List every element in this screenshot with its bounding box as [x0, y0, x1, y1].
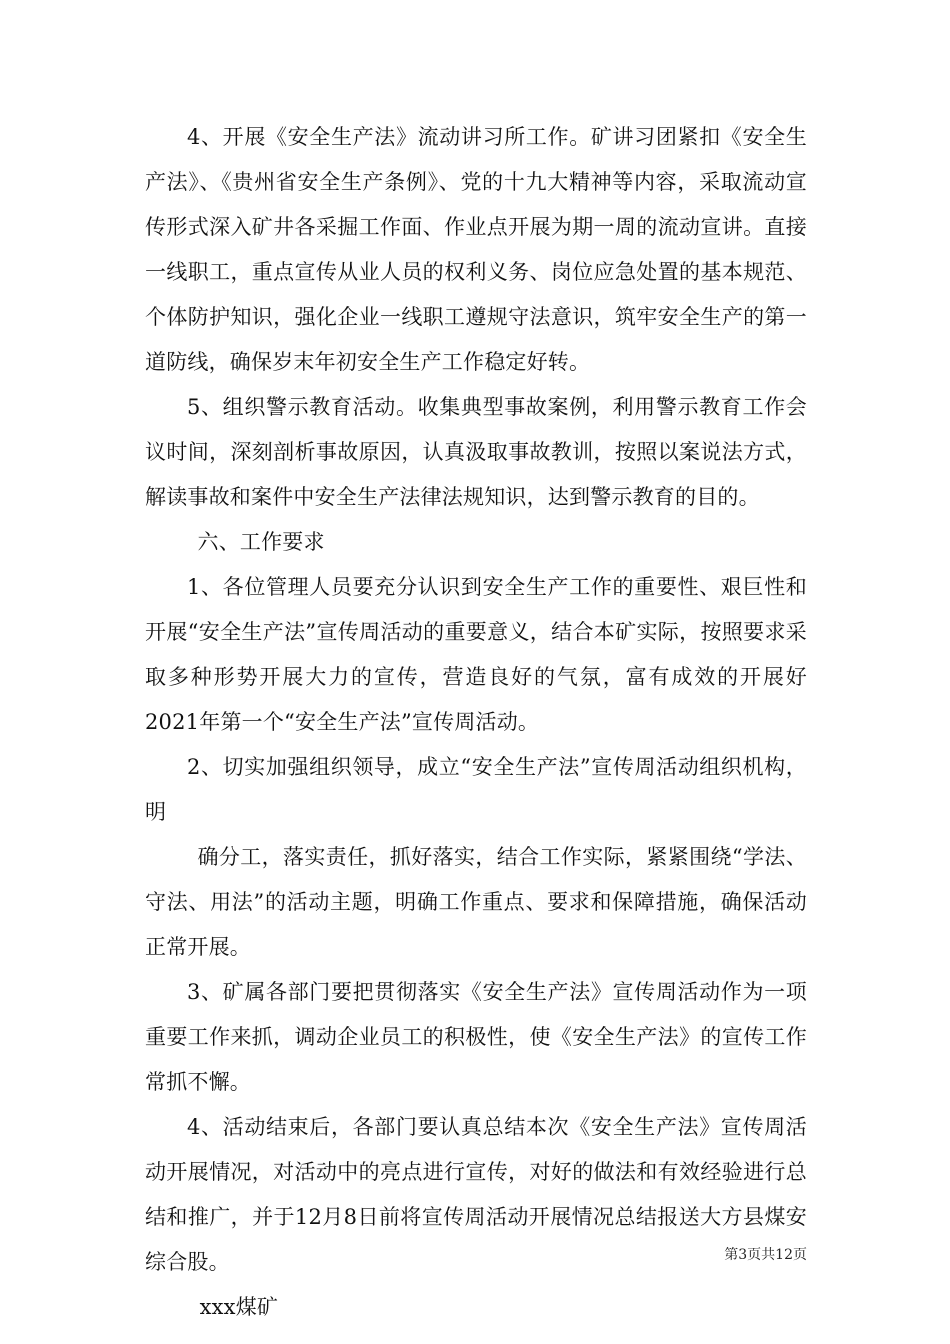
paragraph-requirement-4: 4、活动结束后，各部门要认真总结本次《安全生产法》宣传周活动开展情况，对活动中的亮点进行宣传，对好的做法和有效经验进行总结和推广，并于12月8日前将宣传周活动开展情况总结报送大方县煤安综合股。	[145, 1115, 807, 1274]
paragraph-requirement-1: 1、各位管理人员要充分认识到安全生产工作的重要性、艰巨性和开展“安全生产法”宣传周活动的重要意义，结合本矿实际，按照要求采取多种形势开展大力的宣传，营造良好的气氛，富有成效的开展好2021年第一个“安全生产法”宣传周活动。	[145, 575, 807, 734]
paragraph-requirement-2-continued: 确分工，落实责任，抓好落实，结合工作实际，紧紧围绕“学法、守法、用法”的活动主题，明确工作重点、要求和保障措施，确保活动正常开展。	[145, 845, 807, 959]
document-body	[145, 115, 807, 1330]
paragraph-requirement-2: 2、切实加强组织领导，成立“安全生产法”宣传周活动组织机构，明	[145, 755, 807, 824]
paragraph-item-5-warning-education: 5、组织警示教育活动。收集典型事故案例，利用警示教育工作会议时间，深刻剖析事故原因，认真汲取事故教训，按照以案说法方式，解读事故和案件中安全生产法律法规知识，达到警示教育的目的。	[145, 395, 807, 509]
section-heading-work-requirements: 六、工作要求	[197, 530, 325, 554]
paragraph-requirement-3: 3、矿属各部门要把贯彻落实《安全生产法》宣传周活动作为一项重要工作来抓，调动企业员工的积极性，使《安全生产法》的宣传工作常抓不懈。	[145, 980, 807, 1094]
paragraph-item-4-lecture: 4、开展《安全生产法》流动讲习所工作。矿讲习团紧扣《安全生产法》、《贵州省安全生产条例》、党的十九大精神等内容，采取流动宣传形式深入矿井各采掘工作面、作业点开展为期一周的流动宣讲。直接一线职工，重点宣传从业人员的权利义务、岗位应急处置的基本规范、个体防护知识，强化企业一线职工遵规守法意识，筑牢安全生产的第一道防线，确保岁末年初安全生产工作稳定好转。	[145, 125, 807, 374]
page-number-footer: 第3页共12页	[724, 1247, 807, 1263]
signature-organization: xxx煤矿	[199, 1295, 279, 1319]
